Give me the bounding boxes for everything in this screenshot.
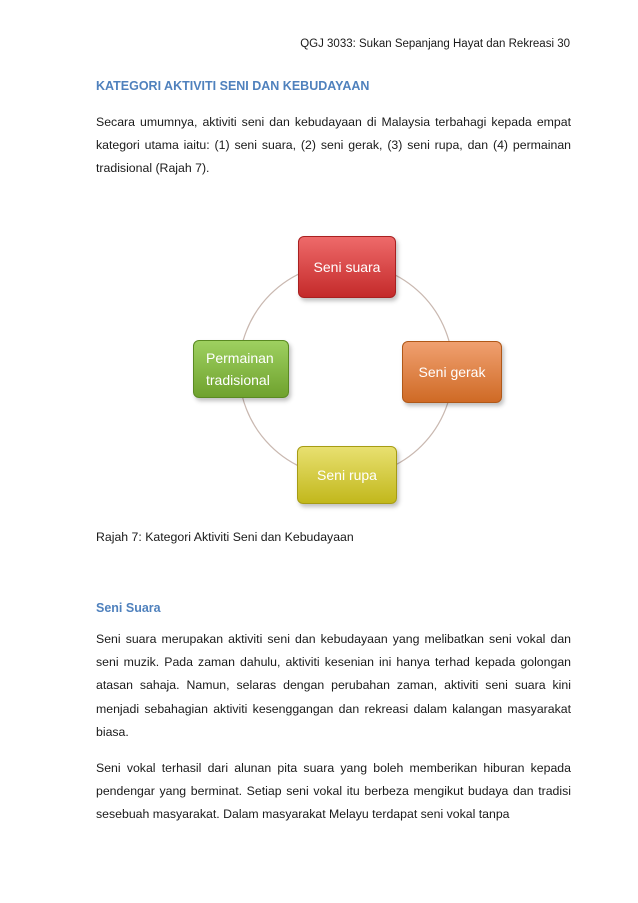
node-seni-rupa-label: Seni rupa [317, 467, 377, 483]
node-seni-suara [298, 236, 396, 298]
seni-suara-paragraph-1: Seni suara merupakan aktiviti seni dan kebudayaan yang melibatkan seni vokal dan seni muzik. Pada zaman dahulu, aktiviti kesenian ini hanya terhad kepada golongan atasan sahaja. Namun, selaras dengan perubahan zaman, aktiviti seni suara kini menjadi sebahagian aktiviti kesenggangan dan rekreasi dalam kalangan masyarakat biasa. [96, 632, 571, 739]
intro-paragraph: Secara umumnya, aktiviti seni dan kebudayaan di Malaysia terbahagi kepada empat kategori utama iaitu: (1) seni suara, (2) seni gerak, (3) seni rupa, dan (4) permainan tradisional (Rajah 7). [96, 115, 571, 176]
node-permainan-tradisional [193, 340, 289, 398]
node-seni-rupa [297, 446, 397, 504]
node-seni-gerak-label: Seni gerak [418, 364, 486, 380]
node-tradisional-line2: tradisional [206, 372, 270, 388]
seni-suara-paragraph-2: Seni vokal terhasil dari alunan pita suara yang boleh memberikan hiburan kepada pendengar yang berminat. Setiap seni vokal itu berbeza mengikut budaya dan tradisi sesebuah masyarakat. Dalam masyarakat Melayu terdapat seni vokal tanpa [96, 761, 571, 822]
figure-caption: Rajah 7: Kategori Aktiviti Seni dan Kebudayaan [96, 530, 354, 544]
node-tradisional-line1: Permainan [206, 350, 274, 366]
running-header: QGJ 3033: Sukan Sepanjang Hayat dan Rekreasi 30 [300, 38, 570, 50]
section-title: KATEGORI AKTIVITI SENI DAN KEBUDAYAAN [96, 79, 370, 93]
node-seni-gerak [402, 341, 502, 403]
subsection-title: Seni Suara [96, 601, 161, 615]
node-seni-suara-label: Seni suara [313, 259, 381, 275]
